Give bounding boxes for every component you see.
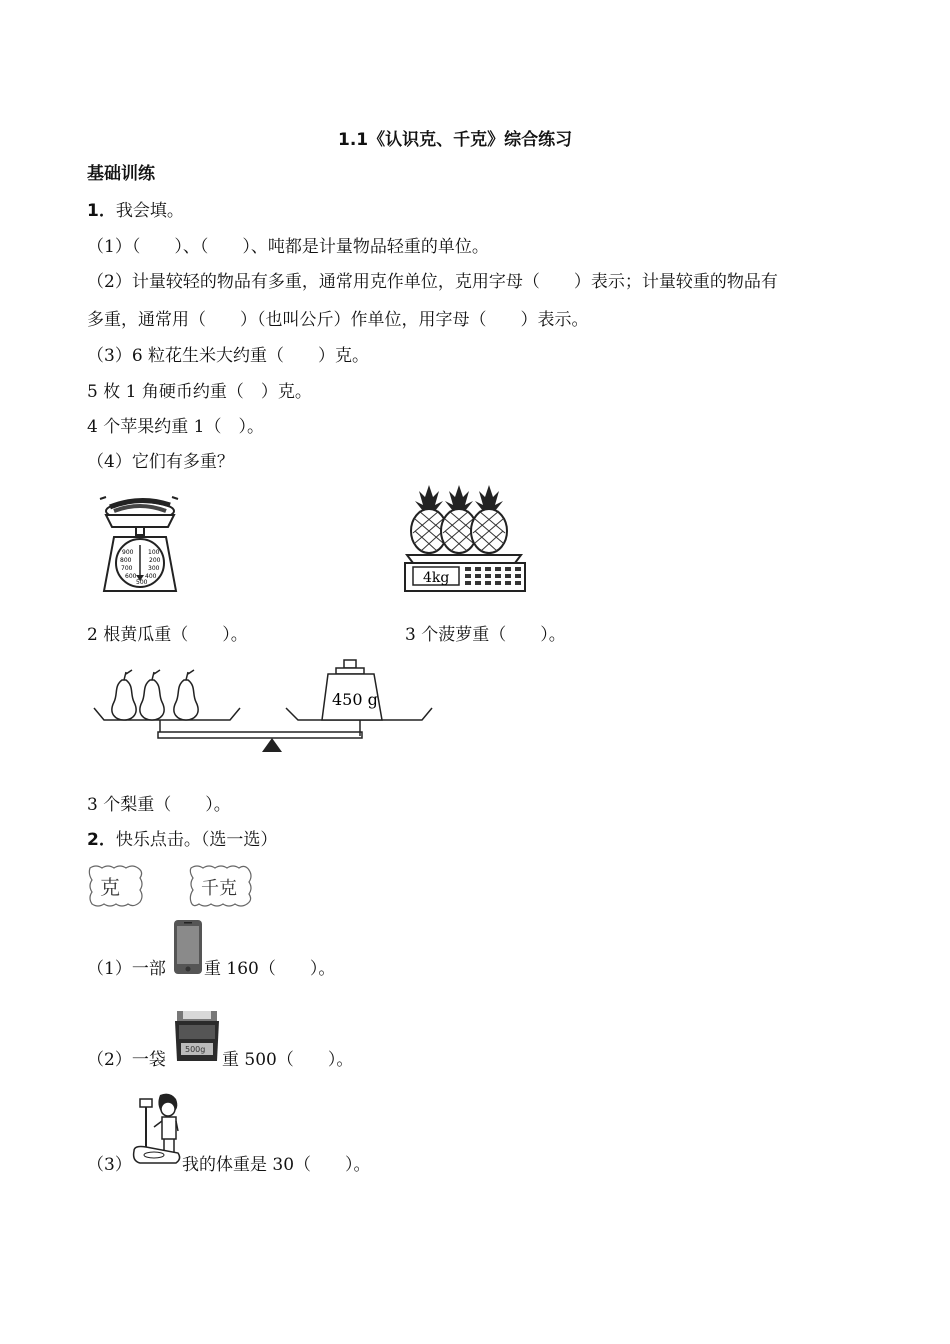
q1-heading [87, 200, 184, 222]
choice-gram-card[interactable] [86, 862, 146, 910]
choice-gram-label: 克 [100, 875, 120, 899]
q1-part2-line2: 多重，通常用（ ）（也叫公斤）作单位，用字母（ ）表示。 [87, 310, 589, 330]
q1-part2-line1: （2）计量较轻的物品有多重，通常用克作单位，克用字母（ ）表示；计量较重的物品有 [87, 272, 778, 292]
balance-figure [92, 656, 434, 756]
child-on-scale-icon [130, 1091, 182, 1171]
q2-item1-suffix: 重 160（ ）。 [204, 959, 336, 979]
choice-kilogram-card[interactable] [187, 862, 255, 910]
dial-scale-figure [92, 493, 188, 595]
q2-item1-prefix: （1）一部 [87, 959, 166, 979]
dial-mark-700: 700 [121, 565, 133, 572]
dial-mark-800: 800 [120, 557, 132, 564]
dial-mark-600: 600 [125, 573, 137, 580]
digital-scale-figure [401, 483, 529, 595]
pineapple-icon [441, 485, 477, 553]
q2-heading-text: 快乐点击。（选一选） [115, 830, 278, 850]
dial-mark-500: 500 [136, 579, 148, 586]
q1-heading-text: 我会填。 [115, 201, 184, 221]
q2-item2-prefix: （2）一袋 [87, 1050, 166, 1070]
q2-item2-suffix: 重 500（ ）。 [222, 1050, 354, 1070]
q1-part3-a: （3）6 粒花生米大约重（ ）克。 [87, 346, 370, 366]
q1-part4: （4）它们有多重？ [87, 452, 234, 472]
page-title: 1.1《认识克、千克》综合练习 [338, 130, 573, 150]
phone-icon [173, 919, 203, 975]
pear-icon [112, 670, 136, 720]
section-heading: 基础训练 [87, 164, 155, 184]
q2-item3-suffix: 我的体重是 30（ ）。 [182, 1155, 371, 1175]
q1-part3-b: 5 枚 1 角硬币约重（ ）克。 [87, 382, 312, 402]
choice-kilogram-label: 千克 [201, 878, 237, 899]
pineapple-icon [411, 485, 447, 553]
q2-number: 2． [87, 830, 116, 850]
dial-mark-900: 900 [122, 549, 134, 556]
dial-mark-300: 300 [148, 565, 160, 572]
scale-display-text: 4kg [423, 570, 450, 586]
pineapple-question: 3 个菠萝重（ ）。 [405, 625, 566, 645]
q1-part1: （1）（ ）、（ ）、吨都是计量物品轻重的单位。 [87, 237, 489, 257]
dial-mark-200: 200 [149, 557, 161, 564]
bag-weight-label: 500g [185, 1045, 206, 1054]
weight-icon [322, 660, 382, 720]
pear-question: 3 个梨重（ ）。 [87, 795, 231, 815]
cucumber-question: 2 根黄瓜重（ ）。 [87, 625, 248, 645]
q2-heading [87, 829, 277, 851]
q1-part3-c: 4 个苹果约重 1（ ）。 [87, 417, 264, 437]
q1-number: 1． [87, 201, 116, 221]
q2-item3-prefix: （3） [87, 1155, 132, 1175]
pear-icon [174, 670, 198, 720]
pear-icon [140, 670, 164, 720]
dial-mark-400: 400 [145, 573, 157, 580]
bag-icon [173, 1007, 221, 1063]
dial-mark-100: 100 [148, 549, 160, 556]
pineapple-icon [471, 485, 507, 553]
weight-label: 450 g [332, 690, 378, 709]
